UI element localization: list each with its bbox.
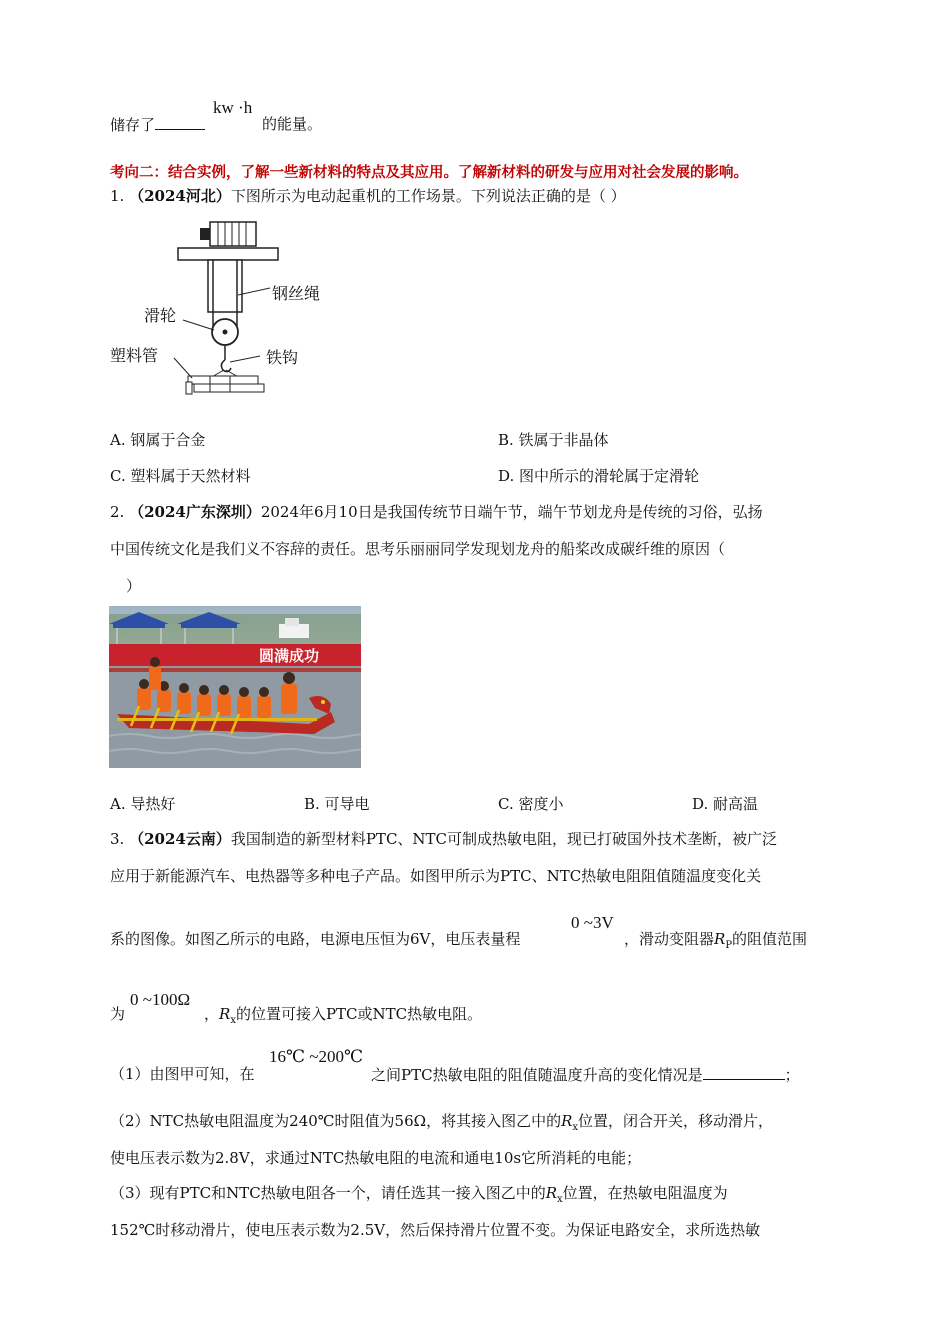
q3-line4 xyxy=(204,1004,482,1031)
q3-sub3-line1b: 位置，在热敏电阻温度为 xyxy=(562,1184,728,1202)
red-banner xyxy=(109,644,361,666)
top-line-suffix: 的能量。 xyxy=(262,115,323,133)
q2-option-c: C. 密度小 xyxy=(498,795,564,813)
q3-sub1c: ； xyxy=(784,1066,800,1084)
q2-text-1: 2024年6月10日是我国传统节日端午节，端午节划龙舟是传统的习俗，弘扬 xyxy=(260,503,763,521)
rp-subscript: P xyxy=(725,940,733,951)
q3-sub3-line1a: （3）现有PTC和NTC热敏电阻各一个，请任选其一接入图乙中的 xyxy=(110,1184,546,1202)
rx-symbol-3: R xyxy=(545,1184,558,1202)
q3-line4a: 为 xyxy=(110,1005,126,1023)
q3-line4b: ， xyxy=(204,1005,220,1023)
label-pulley: 滑轮 xyxy=(144,306,177,325)
pipe-2 xyxy=(194,384,264,392)
q3-source: （2024云南） xyxy=(129,830,231,848)
q1-option-c: C. 塑料属于天然材料 xyxy=(110,467,251,485)
drummer xyxy=(149,666,161,690)
q1-source: （2024河北） xyxy=(129,187,231,205)
rx-symbol: R xyxy=(219,1005,231,1023)
q3-sub3-line1 xyxy=(110,1183,728,1210)
q2-stem-line1 xyxy=(110,502,763,522)
q3-text-1: 我国制造的新型材料PTC、NTC可制成热敏电阻，现已打破国外技术垄断，被广泛 xyxy=(230,830,778,848)
q3-answer-blank xyxy=(703,1064,785,1080)
q3-sub2-line1a: （2）NTC热敏电阻温度为240℃时阻值为56Ω，将其接入图乙中的 xyxy=(110,1112,562,1130)
q3-line3b-text: ，滑动变阻器 xyxy=(624,930,715,948)
rx-subscript-2: x xyxy=(572,1122,579,1133)
eq-resistance-range: 0 ~100Ω xyxy=(130,990,191,1009)
q1-number: 1. xyxy=(110,187,125,205)
rp-symbol: R xyxy=(714,930,726,948)
rx-subscript-3: x xyxy=(557,1194,563,1205)
rx-subscript: x xyxy=(230,1015,236,1026)
q3-number: 3. xyxy=(110,830,125,848)
rx-symbol-2: R xyxy=(561,1112,573,1130)
q2-option-b: B. 可导电 xyxy=(304,795,370,813)
q2-stem-line3: ） xyxy=(126,577,142,595)
q3-sub1b-line xyxy=(371,1064,800,1085)
motor-shaft xyxy=(200,228,210,240)
q1-option-b: B. 铁属于非晶体 xyxy=(498,431,609,449)
q3-line4c: 的位置可接入PTC或NTC热敏电阻。 xyxy=(235,1005,483,1023)
motor-body xyxy=(210,222,256,246)
q3-line1 xyxy=(110,829,777,849)
eq-voltage-range: 0 ~3V xyxy=(571,913,614,932)
q3-sub3-line2: 152℃时移动滑片，使电压表示数为2.5V，然后保持滑片位置不变。为保证电路安全，求所选热敏 xyxy=(110,1221,761,1239)
leader-rope xyxy=(238,288,270,295)
q2-stem-line2: 中国传统文化是我们义不容辞的责任。思考乐丽丽同学发现划龙舟的船桨改成碳纤维的原因（ xyxy=(110,540,726,558)
q1-option-d: D. 图中所示的滑轮属于定滑轮 xyxy=(498,467,700,485)
eq-temperature-range: 16℃ ~200℃ xyxy=(269,1047,363,1066)
q2-option-d: D. 耐高温 xyxy=(692,795,759,813)
q2-option-a: A. 导热好 xyxy=(110,795,176,813)
q3-sub1b: 之间PTC热敏电阻的阻值随温度升高的变化情况是 xyxy=(371,1066,703,1084)
leader-pulley xyxy=(183,320,214,330)
q1-stem xyxy=(110,186,626,206)
q3-sub2-line1b: 位置，闭合开关，移动滑片， xyxy=(578,1112,774,1130)
leader-pipe xyxy=(174,358,192,378)
q3-line3c: 的阻值范围 xyxy=(732,930,808,948)
q3-sub2-line1 xyxy=(110,1111,773,1138)
label-hook: 铁钩 xyxy=(266,348,299,367)
energy-unit: kw ·h xyxy=(213,98,253,117)
beam xyxy=(178,248,278,260)
banner-text: 圆满成功 xyxy=(259,647,320,665)
dragon-boat-photo xyxy=(109,606,361,768)
q3-line3a: 系的图像。如图乙所示的电路，电源电压恒为6V，电压表量程 xyxy=(110,930,521,948)
q3-line2: 应用于新能源汽车、电热器等多种电子产品。如图甲所示为PTC、NTC热敏电阻阻值随温度变化关 xyxy=(110,867,762,885)
q2-source: （2024广东深圳） xyxy=(129,503,261,521)
label-pipe: 塑料管 xyxy=(110,346,159,365)
label-rope: 钢丝绳 xyxy=(272,284,321,303)
top-line xyxy=(110,114,205,135)
q3-line3b xyxy=(624,929,807,956)
q3-sub2-line2: 使电压表示数为2.8V，求通过NTC热敏电阻的电流和通电10s它所消耗的电能； xyxy=(110,1149,642,1167)
top-line-prefix: 储存了 xyxy=(110,116,156,134)
q3-sub1a: （1）由图甲可知，在 xyxy=(110,1065,255,1083)
pipe-1 xyxy=(188,376,258,384)
answer-blank xyxy=(155,114,205,130)
distant-boat xyxy=(279,624,309,638)
section-heading: 考向二：结合实例，了解一些新材料的特点及其应用。了解新材料的研发与应用对社会发展的影响。 xyxy=(110,164,748,181)
q1-text: 下图所示为电动起重机的工作场景。下列说法正确的是（ ） xyxy=(230,187,626,205)
leader-hook xyxy=(230,356,260,362)
q1-option-a: A. 钢属于合金 xyxy=(110,431,206,449)
q2-number: 2. xyxy=(110,503,125,521)
